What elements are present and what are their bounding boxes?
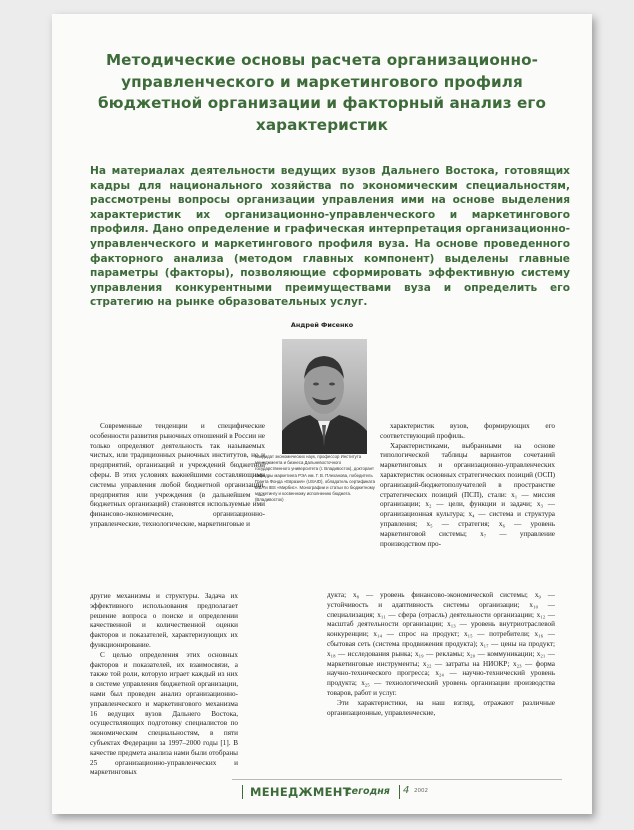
footer-rule xyxy=(242,785,243,799)
magazine-page xyxy=(52,14,592,814)
paragraph: Эти характеристики, на наш взгляд, отражают различные организационные, управленческие, xyxy=(327,698,555,717)
author-name: Андрей Фисенко xyxy=(290,321,354,329)
magazine-name-sub: сегодня xyxy=(346,786,390,797)
article-lead: На материалах деятельности ведущих вузов Дальнего Востока, готовящих кадры для национального хозяйства по экономическим специальностям, рассмотрены вопросы организации управления ими на основе выделения характеристик их организационно-управленческого и маркетингового профиля. Дано определение и графическая интерпретация организационно-управленческого и маркетингового профиля вуза. На основе проведенного факторного анализа (методом главных компонент) выделены главные параметры (факторы), позволяющие сформировать эффективную систему управления конкурентными преимуществами вуза и определить его стратегию на рынке образовательных услуг. xyxy=(90,165,570,309)
column-right-bottom xyxy=(327,591,555,718)
paragraph: дукта; x₈ — уровень финансово-экономической системы; x₉ — устойчивость и адаптивность системы организации; x₁₀ — специализация; x₁₁ — сфера (отрасль) деятельности организации; x₁₂ — масштаб деятельности организации; x₁₃ — уровень внутриотраслевой конкуренции; x₁₄ — спрос на продукт; x₁₅ — потребители; x₁₆ — сбытовая сеть (система продвижения продукта); x₁₇ — цены на продукт; x₁₈ — исследования рынка; x₁₉ — рекламы; x₂₀ — коммуникации; x₂₁ — маркетинговые инструменты; x₂₂ — затраты на НИОКР; x₂₃ — форма научно-технического прогресса; x₂₄ — научно-технический уровень продукта; x₂₅ — технологический уровень организации производства товаров, работ и услуг. xyxy=(327,591,555,697)
paragraph: характеристик вузов, формирующих его соответствующий профиль. xyxy=(380,422,555,440)
issue-year: 2002 xyxy=(414,788,428,794)
page-footer xyxy=(242,784,572,802)
paragraph: С целью определения этих основных факторов и показателей, их взаимосвязи, а также той роли, которую играет каждый из них в системе управления бюджетной организации, нами был проведен анализ организационно-управленческого и маркетингового механизма 16 ведущих вузов Дальнего Востока, осуществляющих подготовку специалистов по экономическим специальностям, в пяти субъектах Федерации за 1997–2000 годы [1]. В качестве предмета анализа нами были отобраны 25 организационно-управленческих и маркетинговых xyxy=(90,650,238,777)
article-title: Методические основы расчета организационно-управленческого и маркетингового профиля бюджетной организации и факторный анализ его характеристик xyxy=(98,51,546,134)
author-caption: Кандидат экономических наук, профессор Института менеджмента и бизнеса Дальневосточного государственного университета (г. Владивосток), докторант кафедры маркетинга РЭА им. Г. В. Плеханова, победитель Гранта Фонда «Евразия» (USAID), обладатель сертификата MBA и IBS «Мирбис». Монографии и статьи по бюджетному маркетингу и косвенному исполнению бюджета. (Владивосток) xyxy=(255,454,375,503)
paragraph: Современные тенденции и специфические особенности развития рыночных отношений в России не только определяют деятельность так называемых чистых, или традиционных рыночных институтов, но и предприятий, организаций и учреждений бюджетной сферы. В этих условиях важнейшими составляющими системы управления любой бюджетной организации, предприятия или учреждения (в дальнейшем — бюджетных организаций) становятся используемые ими финансово-экономические, организационно-управленческие, технологические, маркетинговые и xyxy=(90,422,265,528)
paragraph: другие механизмы и структуры. Задача их эффективного использования предполагает решение вопроса о поиске и определении качественной и количественной оценки факторов и показателей, характеризующих их функционирование. xyxy=(90,592,238,649)
paragraph: Характеристиками, выбранными на основе типологической таблицы вариантов сочетаний маркетинговых и организационно-управленческих характеристик основных стратегических позиций (ОСП) организаций-бюджетополучателей в пространстве стратегических позиций (ПСП), стали: x₁ — миссия организации; x₂ — цели, функции и задачи; x₃ — организационная культура; x₄ — система и структура управления; x₅ — стратегия; x₆ — уровень маркетинговой системы; x₇ — управление производством про- xyxy=(380,441,555,548)
footer-divider xyxy=(232,779,562,780)
footer-rule xyxy=(399,785,400,799)
magazine-name: МЕНЕДЖМЕНТ xyxy=(250,785,351,799)
column-right-top xyxy=(380,422,555,549)
column-left-bottom xyxy=(90,592,238,778)
author-photo xyxy=(282,339,367,454)
column-left-top xyxy=(90,422,265,530)
issue-number: 4 xyxy=(403,785,410,796)
